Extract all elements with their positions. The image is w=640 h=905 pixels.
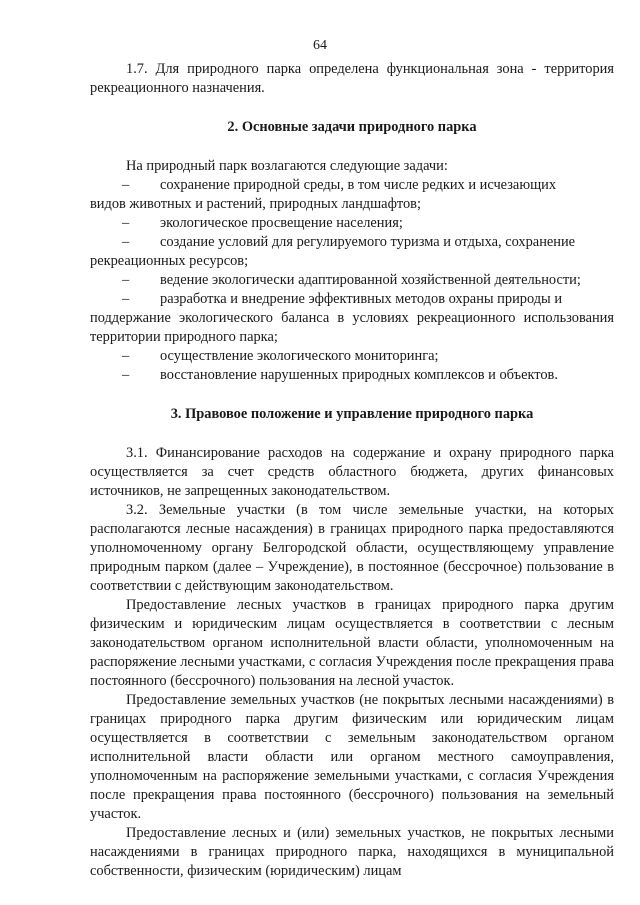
task-text: создание условий для регулируемого туризма и отдыха, сохранение: [160, 234, 576, 250]
task-item: [90, 347, 614, 366]
task-item: [90, 176, 614, 195]
task-item: [90, 233, 614, 252]
document-body: [90, 60, 614, 881]
task-text: ведение экологически адаптированной хозяйственной деятельности;: [160, 272, 581, 288]
paragraph-land-plots: Предоставление земельных участков (не покрытых лесными насаждениями) в границах природного парка другим физическим или юридическим лицам осуществляется в соответствии с земельным законодательством органом исполнительной власти области или органом местного самоуправления, уполномоченным на распоряжение земельными участками, с согласия Учреждения после прекращения права постоянного (бессрочного) пользования на земельный участок.: [90, 692, 614, 822]
tasks-intro: На природный парк возлагаются следующие задачи:: [126, 158, 448, 174]
list-dash: –: [122, 272, 130, 288]
task-item: [90, 271, 614, 290]
task-item: [90, 290, 614, 309]
task-continuation: рекреационных ресурсов;: [90, 253, 249, 269]
list-dash: –: [122, 177, 130, 193]
list-dash: –: [122, 291, 130, 307]
paragraph-3-2: 3.2. Земельные участки (в том числе земельные участки, на которых располагаются лесные насаждения) в границах природного парка предоставляются уполномоченному органу Белгородской области, осуществляющему управление природным парком (далее – Учреждение), в постоянное (бессрочное) пользование в соответствии с действующим законодательством.: [90, 502, 614, 594]
paragraph-forest-plots: Предоставление лесных участков в границах природного парка другим физическим и юридическим лицам осуществляется в соответствии с лесным законодательством органом исполнительной власти области, уполномоченным на распоряжение лесными участками, с согласия Учреждения после прекращения права постоянного (бессрочного) пользования на лесной участок.: [90, 597, 614, 689]
task-text: разработка и внедрение эффективных методов охраны природы и: [160, 291, 563, 307]
section-2-heading: 2. Основные задачи природного парка: [227, 119, 477, 135]
list-dash: –: [122, 215, 130, 231]
paragraph-3-1: 3.1. Финансирование расходов на содержание и охрану природного парка осуществляется за счет средств областного бюджета, других финансовых источников, не запрещенных законодательством.: [90, 445, 614, 499]
list-dash: –: [122, 348, 130, 364]
task-text: сохранение природной среды, в том числе редких и исчезающих: [160, 177, 557, 193]
task-text: осуществление экологического мониторинга;: [160, 348, 439, 364]
section-3-heading: 3. Правовое положение и управление природного парка: [170, 406, 534, 422]
list-dash: –: [122, 234, 130, 250]
paragraph-municipal-plots: Предоставление лесных и (или) земельных участков, не покрытых лесными насаждениями в границах природного парка, находящихся в муниципальной собственности, физическим (юридическим) лицам: [90, 825, 614, 879]
task-continuation: поддержание экологического баланса в условиях рекреационного использования территории природного парка;: [90, 310, 614, 345]
paragraph-1-7: 1.7. Для природного парка определена функциональная зона - территория рекреационного назначения.: [90, 61, 614, 96]
task-item: [90, 214, 614, 233]
task-continuation: видов животных и растений, природных ландшафтов;: [90, 196, 421, 212]
list-dash: –: [122, 367, 130, 383]
task-text: экологическое просвещение населения;: [160, 215, 403, 231]
task-text: восстановление нарушенных природных комплексов и объектов.: [160, 367, 558, 383]
page-number: 64: [313, 38, 327, 53]
task-item: [90, 366, 614, 385]
